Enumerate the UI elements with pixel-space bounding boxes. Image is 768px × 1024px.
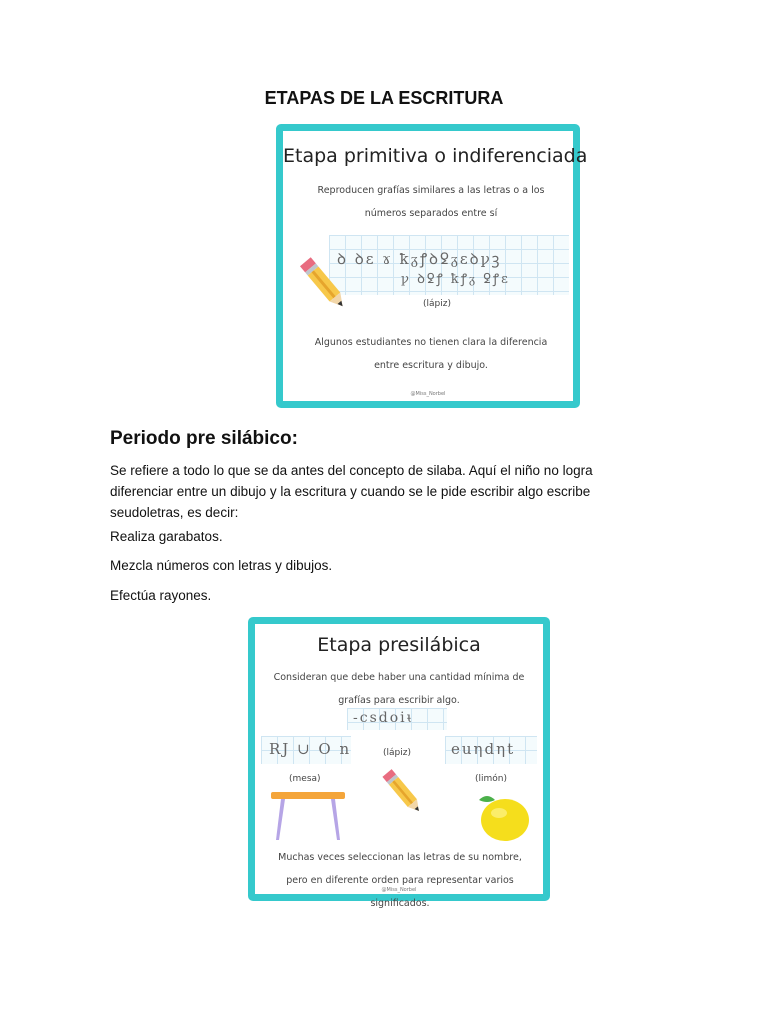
pencil-label: (lápiz) xyxy=(423,299,451,309)
infographic-presyllabic-stage xyxy=(248,617,550,909)
table-icon xyxy=(269,788,349,844)
paragraph-definition: Se refiere a todo lo que se da antes del concepto de silaba. Aquí el niño no logra diferenciar entre un dibujo y la escritura y cuando se le pide escribir algo escribe seudoletras, es decir: xyxy=(110,463,593,520)
card-note: Muchas veces seleccionan las letras de su nombre, pero en diferente orden para representar varios significados. xyxy=(278,852,522,909)
handwriting-sample: euηdηt xyxy=(451,740,516,758)
card-title: Etapa primitiva o indiferenciada xyxy=(283,145,588,167)
handwriting-sample: RJ ∪ O n xyxy=(269,740,352,758)
pencil-icon xyxy=(289,249,359,319)
handwriting-sample: -csdoiᵼ xyxy=(353,710,415,726)
card-note: Algunos estudiantes no tienen clara la diferencia entre escritura y dibujo. xyxy=(314,337,548,371)
lemon-label: (limón) xyxy=(475,774,508,784)
lemon-icon xyxy=(473,790,533,844)
card-description: Consideran que debe haber una cantidad mínima de grafías para escribir algo. xyxy=(273,672,525,706)
section-heading: Periodo pre silábico: xyxy=(110,428,298,449)
handwriting-sample: ꝺ ꝺɛ ɤ ꝁᵹꝭꝺꝿᵹɛꝺꝩꝫ xyxy=(337,250,502,268)
author-handle: @Miss_Norbel xyxy=(410,391,446,397)
handwriting-sample: ꝩ ꝺꝿꝭ ꝁꝭᵹ ꝿꝭɛ xyxy=(401,272,510,287)
table-label: (mesa) xyxy=(289,774,321,784)
pencil-icon xyxy=(373,762,433,822)
card-description: Reproducen grafías similares a las letras o a los números separados entre sí xyxy=(317,185,545,219)
list-item: Mezcla números con letras y dibujos. xyxy=(110,558,333,573)
pencil-label: (lápiz) xyxy=(383,748,411,758)
card-title: Etapa presilábica xyxy=(317,634,481,656)
document-title: ETAPAS DE LA ESCRITURA xyxy=(264,88,504,108)
infographic-primitive-stage xyxy=(276,124,588,408)
list-item: Realiza garabatos. xyxy=(110,529,223,544)
author-handle: @Miss_Norbel xyxy=(381,887,417,893)
list-item: Efectúa rayones. xyxy=(110,588,212,603)
